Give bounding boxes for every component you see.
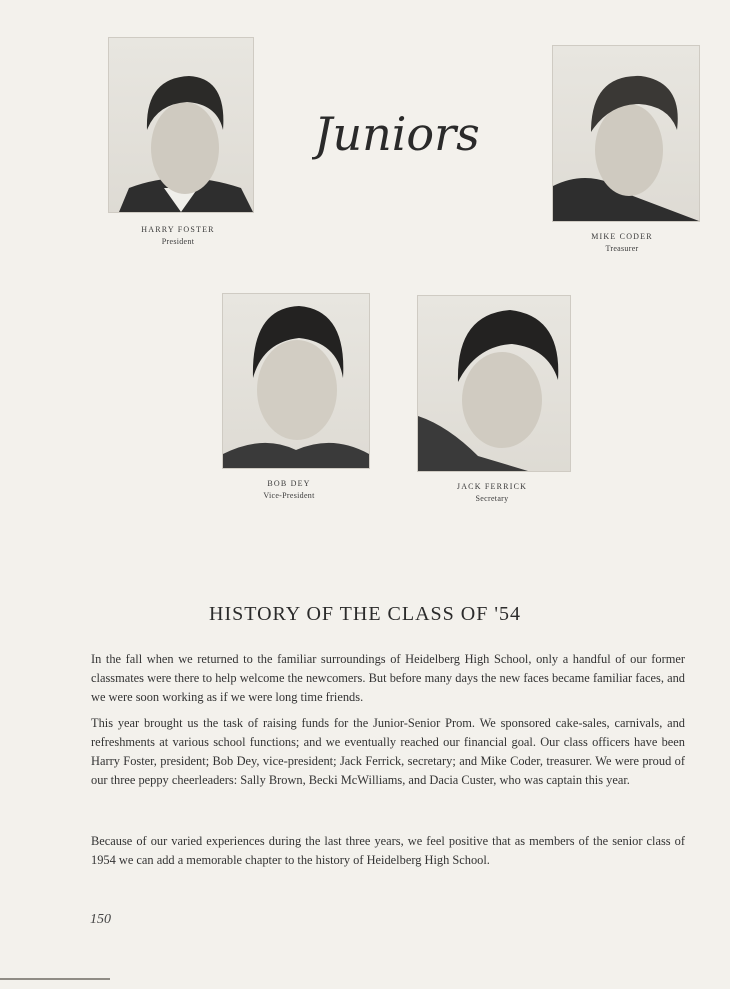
page-script-title (312, 98, 512, 178)
photo-harry-foster (108, 37, 254, 213)
portrait-image (418, 296, 570, 471)
caption-harry-foster (118, 224, 238, 248)
officer-name: BOB DEY (267, 479, 311, 488)
caption-mike-coder (562, 231, 682, 255)
caption-jack-ferrick (432, 481, 552, 505)
officer-role: Treasurer (605, 244, 639, 253)
photo-bob-dey (222, 293, 370, 469)
bottom-divider (0, 978, 110, 980)
history-paragraph: Because of our varied experiences during the last three years, we feel positive that as members of the senior class of 1954 we can add a memorable chapter to the history of Heidelberg High School. (91, 834, 685, 867)
photo-jack-ferrick (417, 295, 571, 472)
portrait-image (109, 38, 253, 212)
officer-role: Vice-President (263, 491, 315, 500)
officer-name: HARRY FOSTER (141, 225, 215, 234)
history-paragraph: This year brought us the task of raising funds for the Junior-Senior Prom. We sponsored cake-sales, carnivals, and refreshments at various school functions; and we eventually reached our financial goal. Our class officers have been Harry Foster, president; Bob Dey, vice-president; Jack Ferrick, secretary; and Mike Coder, treasurer. We were proud of our three peppy cheerleaders: Sally Brown, Becki McWilliams, and Dacia Custer, who was captain this year. (91, 716, 685, 787)
portrait-image (553, 46, 699, 221)
page-number: 150 (90, 912, 111, 927)
officer-role: President (161, 237, 195, 246)
photo-mike-coder (552, 45, 700, 222)
script-title-text: Juniors (314, 107, 480, 161)
section-heading: HISTORY OF THE CLASS OF '54 (209, 603, 521, 625)
officer-name: JACK FERRICK (456, 482, 528, 491)
caption-bob-dey (229, 478, 349, 502)
officer-name: MIKE CODER (591, 232, 653, 241)
portrait-image (223, 294, 369, 468)
history-paragraph: In the fall when we returned to the familiar surroundings of Heidelberg High School, only a handful of our former classmates were there to help welcome the newcomers. But before many days the new faces became familiar faces, and we were soon working as if we were long time friends. (91, 652, 685, 704)
officer-role: Secretary (475, 494, 509, 503)
